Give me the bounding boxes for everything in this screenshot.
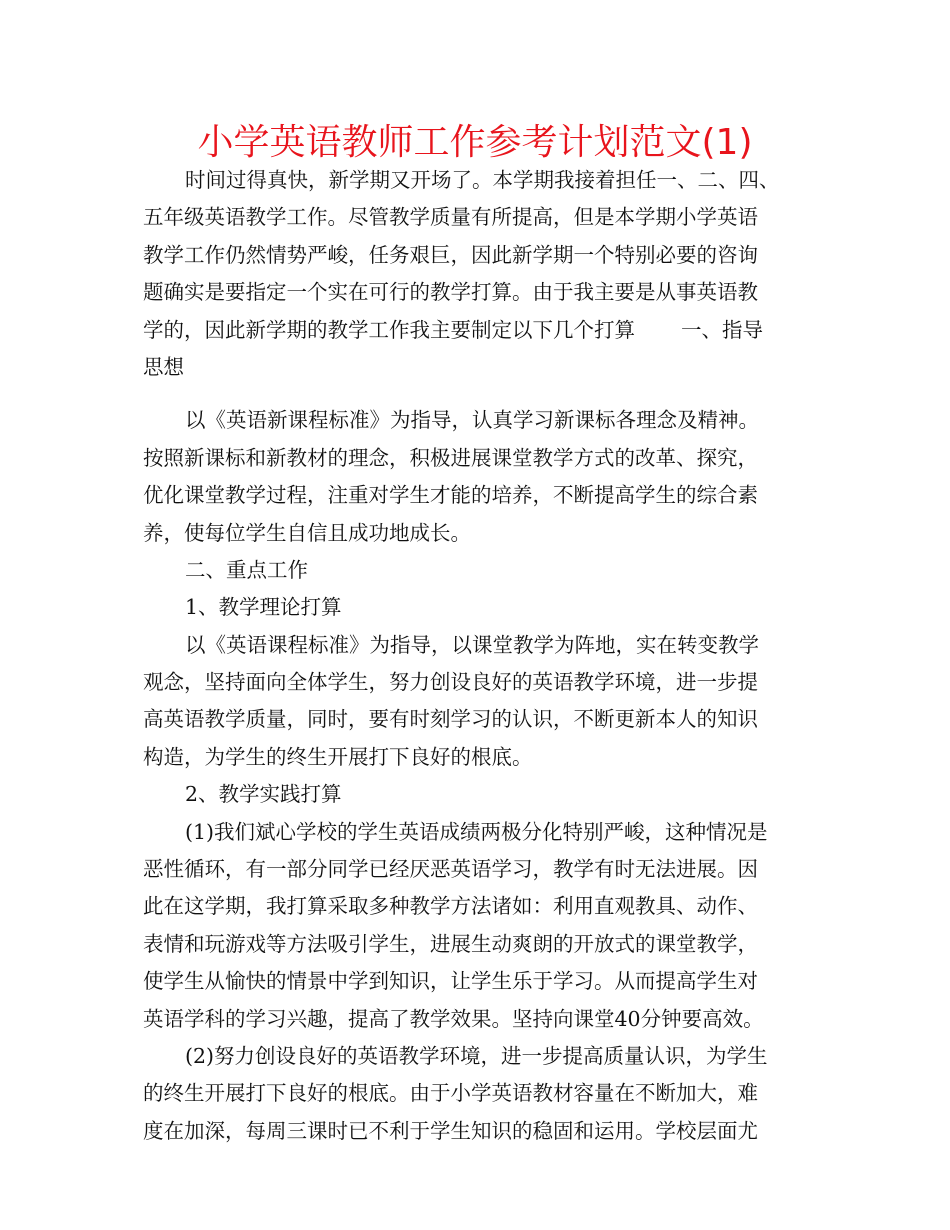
- subsection-heading-theory: 1、教学理论打算: [185, 595, 342, 620]
- paragraph-intro: [143, 162, 833, 386]
- text-segment: 学的，因此新学期的教学工作我主要制定以下几个打算: [143, 317, 635, 342]
- text-line: 恶性循环，有一部分同学已经厌恶英语学习，教学有时无法进展。因: [143, 857, 758, 882]
- text-line: 英语学科的学习兴趣，提高了教学效果。坚持向课堂40分钟要高效。: [143, 1006, 764, 1031]
- text-line: 观念，坚持面向全体学生，努力创设良好的英语教学环境，进一步提: [143, 670, 758, 695]
- text-line: 养，使每位学生自信且成功地成长。: [143, 520, 471, 545]
- text-line: (2)努力创设良好的英语教学环境，进一步提高质量认识，为学生: [185, 1043, 768, 1068]
- paragraph-guiding-thought: [143, 402, 833, 552]
- text-line: 时间过得真快，新学期又开场了。本学期我接着担任一、二、四、: [185, 168, 780, 192]
- text-line: (1)我们斌心学校的学生英语成绩两极分化特别严峻，这种情况是: [185, 819, 768, 844]
- paragraph-practice-1: [143, 814, 833, 1038]
- text-line: 思想: [143, 354, 184, 379]
- text-line: 五年级英语教学工作。尽管教学质量有所提高，但是本学期小学英语: [143, 205, 758, 230]
- section-heading-guiding: 一、指导: [681, 317, 763, 342]
- paragraph-gap: [143, 386, 833, 402]
- text-line: 按照新课标和新教材的理念，积极进展课堂教学方式的改革、探究，: [143, 445, 758, 470]
- document-title: 小学英语教师工作参考计划范文(1): [197, 122, 753, 163]
- text-line: 使学生从愉快的情景中学到知识，让学生乐于学习。从而提高学生对: [143, 969, 758, 994]
- paragraph-practice-2: [143, 1038, 833, 1150]
- text-line: 题确实是要指定一个实在可行的教学打算。由于我主要是从事英语教: [143, 280, 758, 305]
- subsection-heading-practice: 2、教学实践打算: [185, 782, 342, 807]
- text-line: 表情和玩游戏等方法吸引学生，进展生动爽朗的开放式的课堂教学，: [143, 931, 758, 956]
- text-line: 高英语教学质量，同时，要有时刻学习的认识，不断更新本人的知识: [143, 707, 758, 732]
- text-line: [143, 312, 833, 349]
- text-line: 的终生开展打下良好的根底。由于小学英语教材容量在不断加大，难: [143, 1081, 758, 1106]
- text-line: 度在加深，每周三课时已不利于学生知识的稳固和运用。学校层面尤: [143, 1118, 758, 1143]
- paragraph-theory: [143, 627, 833, 777]
- text-line: 教学工作仍然情势严峻，任务艰巨，因此新学期一个特别必要的咨询: [143, 242, 758, 267]
- text-line: 此在这学期，我打算采取多种教学方法诸如：利用直观教具、动作、: [143, 894, 758, 919]
- text-line: 以《英语新课程标准》为指导，认真学习新课标各理念及精神。: [185, 408, 759, 433]
- document-body: [143, 162, 833, 1150]
- text-line: 优化课堂教学过程，注重对学生才能的培养，不断提高学生的综合素: [143, 483, 758, 508]
- text-line: 以《英语课程标准》为指导，以课堂教学为阵地，实在转变教学: [185, 632, 759, 657]
- text-line: 构造，为学生的终生开展打下良好的根底。: [143, 744, 533, 769]
- section-heading-key-work: 二、重点工作: [185, 557, 308, 582]
